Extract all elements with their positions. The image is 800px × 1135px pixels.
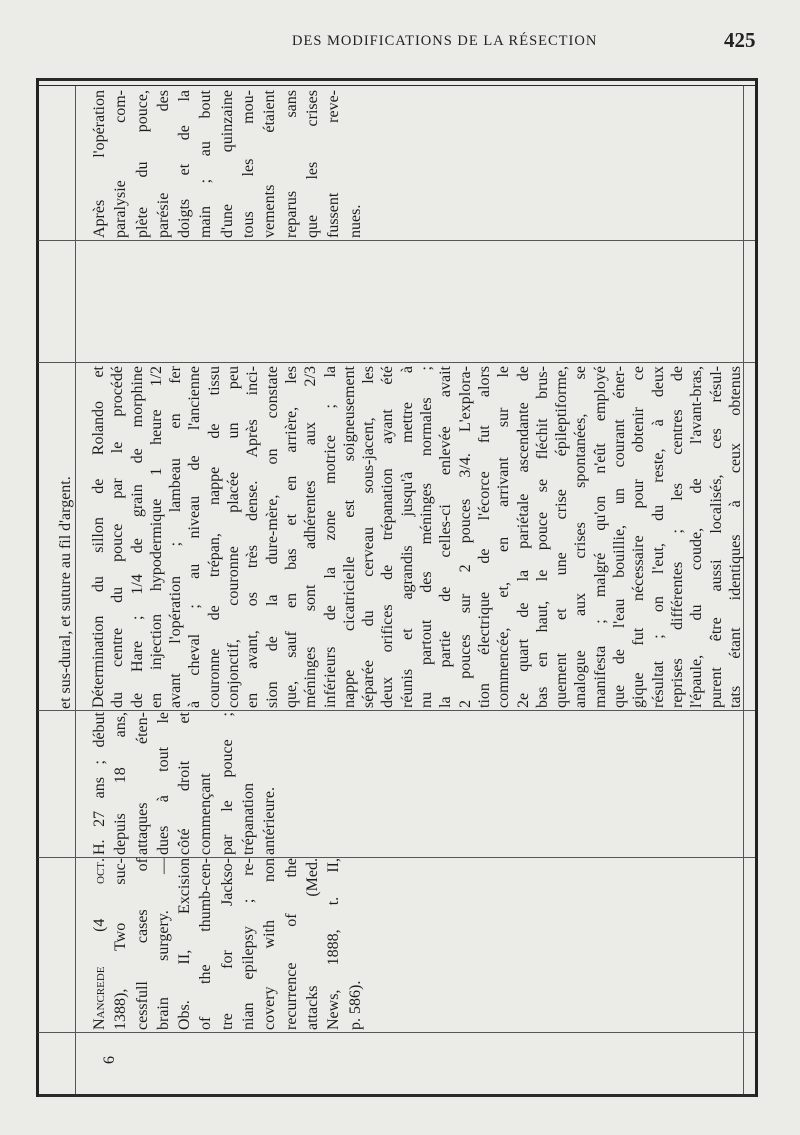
- patient-line: côté droit et: [176, 712, 194, 855]
- operation-line: gique fut nécessaire pour obtenir ce: [630, 366, 648, 708]
- patient-line: dues à tout le: [154, 712, 172, 855]
- source-line: Nancrede (4 oct.: [91, 858, 108, 1030]
- operation-line: nappe cicatricielle est soigneusement: [340, 366, 358, 708]
- operation-line: que, sauf en bas et en arrière, les: [282, 366, 300, 708]
- operation-line: quement et une crise épileptiforme,: [553, 366, 571, 708]
- source-line: tre for Jackso-: [218, 858, 236, 1030]
- source-line: covery with non: [261, 858, 279, 1030]
- operation-line: avant l'opération ; lambeau en fer: [167, 366, 185, 708]
- operation-line: sion de la dure-mère, on constate: [263, 366, 281, 708]
- patient-line: H. 27 ans ; début: [91, 712, 108, 855]
- operation-cell: [89, 366, 745, 708]
- operation-line: 2 pouces sur 2 pouces 3/4. L'explora-: [456, 366, 474, 708]
- row-number: 6: [101, 1056, 118, 1064]
- operation-line: réunis et agrandis jusqu'à mettre à: [398, 366, 416, 708]
- operation-line: analogue aux crises spontanées, se: [572, 366, 590, 708]
- operation-line: commencée, et, en arrivant sur le: [495, 366, 513, 708]
- operation-line: l'épaule, du coude, de l'avant-bras,: [688, 366, 706, 708]
- patient-line: attaques éten-: [133, 712, 151, 855]
- table-right-border: [755, 78, 758, 1097]
- source-line: cessfull cases of: [133, 858, 151, 1030]
- results-line: parésie des: [154, 90, 172, 238]
- operation-line: en avant, os très dense. Après inci-: [244, 366, 262, 708]
- operation-line: inférieurs de la zone motrice ; la: [321, 366, 339, 708]
- operation-line: Détermination du sillon de Rolando et: [90, 366, 107, 708]
- operation-line: que de l'eau bouillie, un courant éner-: [611, 366, 629, 708]
- source-line: Obs. II, Excision: [176, 858, 194, 1030]
- source-cell: [89, 858, 366, 1030]
- source-line: p. 586).: [346, 980, 364, 1030]
- preceding-row-text: et sus-dural, et suture au fil d'argent.: [57, 476, 74, 709]
- page-number: 425: [724, 28, 756, 52]
- operation-line: bas en haut, le pouce se fléchit brus-: [533, 366, 551, 708]
- source-line: of the thumb-cen-: [197, 858, 215, 1030]
- source-line: brain surgery. —: [154, 858, 172, 1030]
- running-header: DES MODIFICATIONS DE LA RÉSECTION: [292, 33, 598, 49]
- source-line: 1388), Two suc-: [112, 858, 130, 1030]
- operation-line: reprises différentes ; les centres de: [668, 366, 686, 708]
- column-separator: [38, 710, 755, 711]
- patient-line: commençant: [197, 773, 215, 855]
- operation-line: à cheval ; au niveau de l'ancienne: [186, 366, 204, 708]
- patient-line: depuis 18 ans,: [112, 712, 130, 855]
- results-line: Après l'opération: [91, 90, 108, 238]
- operation-line: manifesta ; malgré qu'on n'eût employé: [591, 366, 609, 708]
- operation-line: tats étant identiques à ceux obtenus: [726, 366, 744, 708]
- operation-line: en injection hypodermique 1 heure 1/2: [147, 366, 165, 708]
- source-line: nian epilepsy ; re-: [240, 858, 258, 1030]
- operation-line: de Hare ; 1/4 de grain de morphine: [128, 366, 146, 708]
- operation-line: nu partout des méninges normales ;: [418, 366, 436, 708]
- results-line: que les crises: [303, 90, 321, 238]
- results-line: nues.: [346, 204, 364, 238]
- results-cell: [89, 90, 366, 238]
- operation-line: tion électrique de l'écorce fut alors: [475, 366, 493, 708]
- results-line: fussent reve-: [325, 90, 343, 238]
- operation-line: séparée du cerveau sous-jacent, les: [360, 366, 378, 708]
- table-left-border: [36, 78, 39, 1097]
- operation-line: du centre du pouce par le procédé: [109, 366, 127, 708]
- operation-line: méninges sont adhérentes aux 2/3: [302, 366, 320, 708]
- results-line: vements étaient: [261, 90, 279, 238]
- source-line: News, 1888, t. II,: [325, 858, 343, 1030]
- table-top-border: [36, 78, 758, 81]
- results-line: doigts et de la: [176, 90, 194, 238]
- results-line: reparus sans: [282, 90, 300, 238]
- operation-line: purent être aussi localisés, ces résul-: [707, 366, 725, 708]
- results-line: tous les mou-: [240, 90, 258, 238]
- operation-line: résultat ; on l'eut, du reste, à deux: [649, 366, 667, 708]
- results-line: plète du pouce,: [133, 90, 151, 238]
- column-separator: [38, 1032, 755, 1033]
- source-line: attacks (Med.: [303, 858, 321, 1030]
- column-separator: [38, 362, 755, 363]
- source-line: recurrence of the: [282, 858, 300, 1030]
- operation-line: conjonctif, couronne placée un peu: [225, 366, 243, 708]
- column-separator: [38, 240, 755, 241]
- patient-line: antérieure.: [261, 787, 279, 855]
- empty-cell: [89, 242, 109, 360]
- operation-line: la partie de celles-ci enlevée avait: [437, 366, 455, 708]
- table-bottom-border: [36, 1094, 758, 1097]
- results-line: paralysie com-: [112, 90, 130, 238]
- operation-line: deux orifices de trépanation ayant été: [379, 366, 397, 708]
- table-top-border-inner: [36, 85, 758, 86]
- results-line: d'une quinzaine: [218, 90, 236, 238]
- patient-line: par le pouce ;: [218, 712, 236, 855]
- patient-cell: [89, 712, 281, 855]
- operation-line: 2e quart de la pariétale ascendante de: [514, 366, 532, 708]
- operation-line: couronne de trépan, nappe de tissu: [205, 366, 223, 708]
- results-line: main ; au bout: [197, 90, 215, 238]
- patient-line: trépanation: [240, 783, 258, 855]
